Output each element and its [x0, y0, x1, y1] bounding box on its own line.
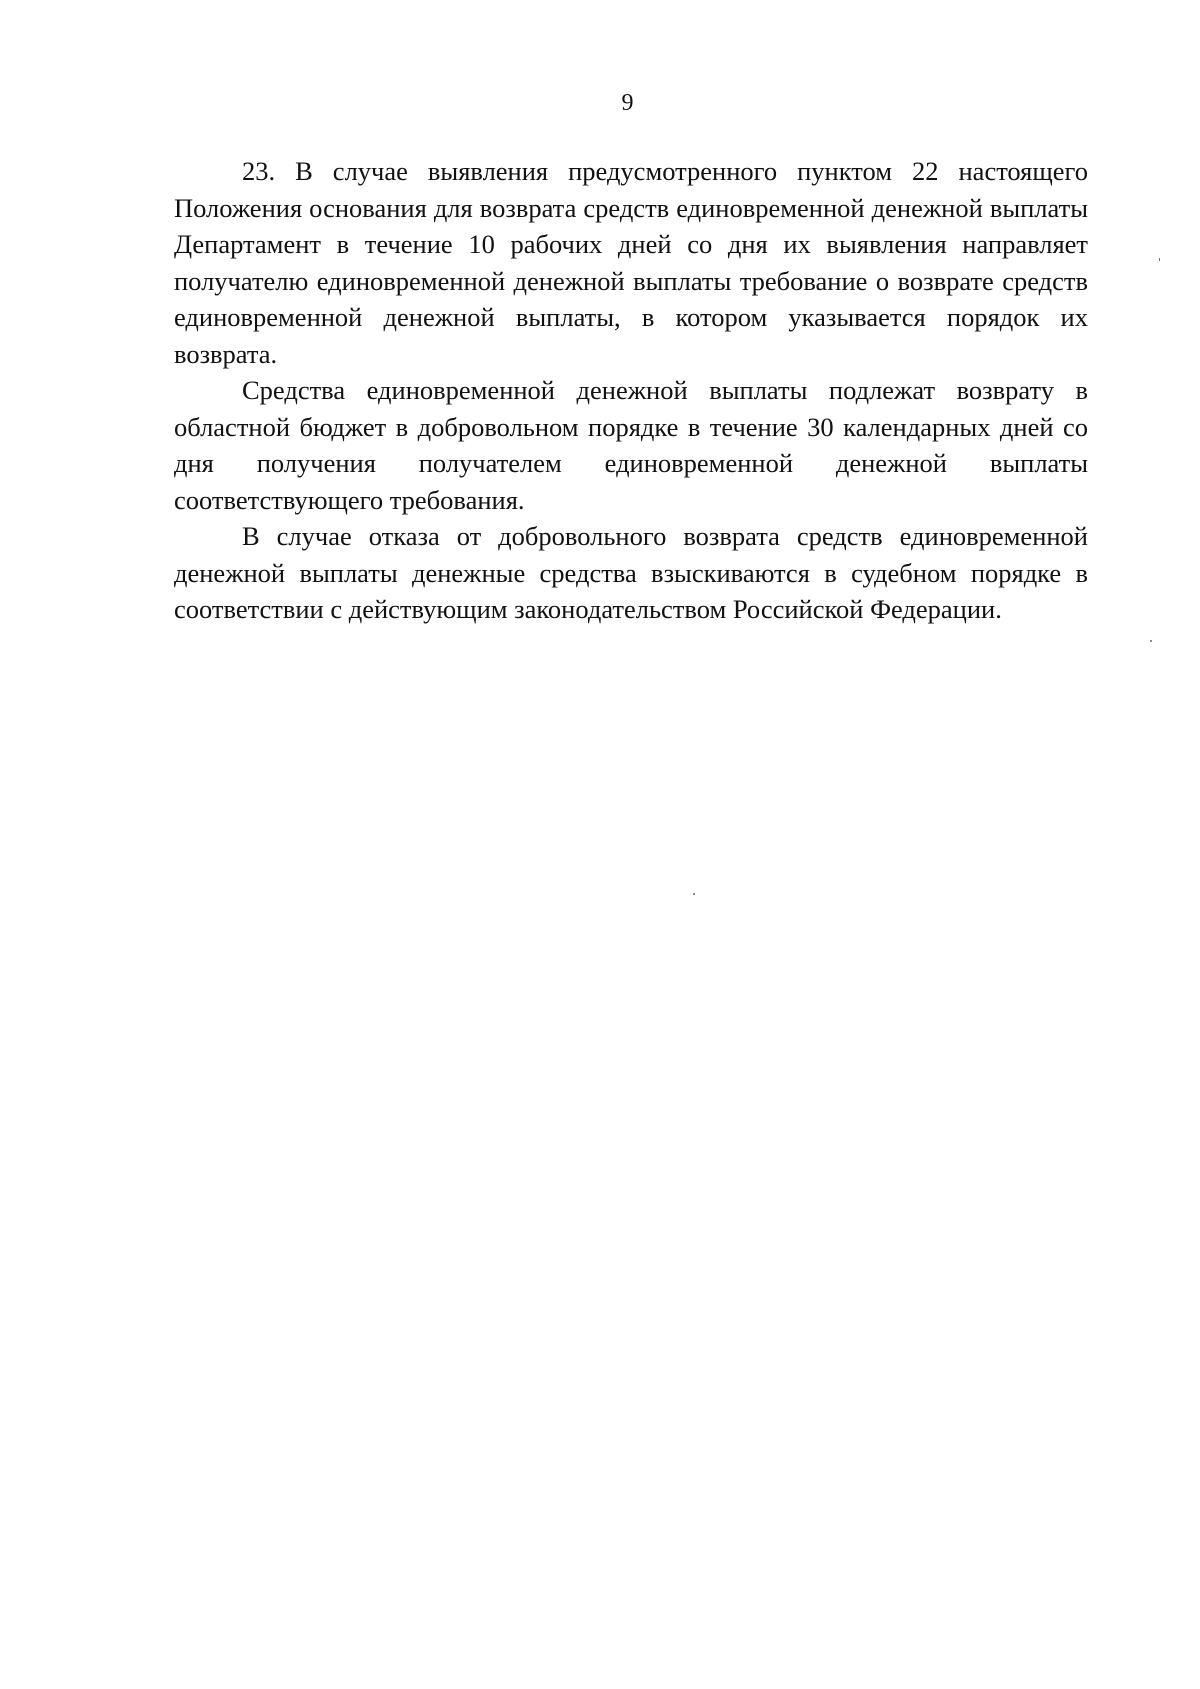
page-number: 9 [621, 90, 634, 116]
scan-speck [1150, 640, 1152, 642]
scan-speck [1159, 258, 1160, 261]
document-body [174, 153, 1088, 628]
scan-speck [693, 893, 695, 895]
paragraph-23: 23. В случае выявления предусмотренного пунктом 22 настоящего Положения основания для возврата средств единовременной денежной выплаты Департамент в течение 10 рабочих дней со дня их выявления направляет получателю единовременной денежной выплаты требование о возврате средств единовременной денежной выплаты, в котором указывается порядок их возврата. [174, 156, 1088, 369]
paragraph-return-deadline: Средства единовременной денежной выплаты подлежат возврату в областной бюджет в добровольном порядке в течение 30 календарных дней со дня получения получателем единовременной денежной выплаты соответствующего требования. [174, 375, 1088, 515]
paragraph-judicial-recovery: В случае отказа от добровольного возврата средств единовременной денежной выплаты денежные средства взыскиваются в судебном порядке в соответствии с действующим законодательством Российской Федерации. [174, 521, 1088, 624]
